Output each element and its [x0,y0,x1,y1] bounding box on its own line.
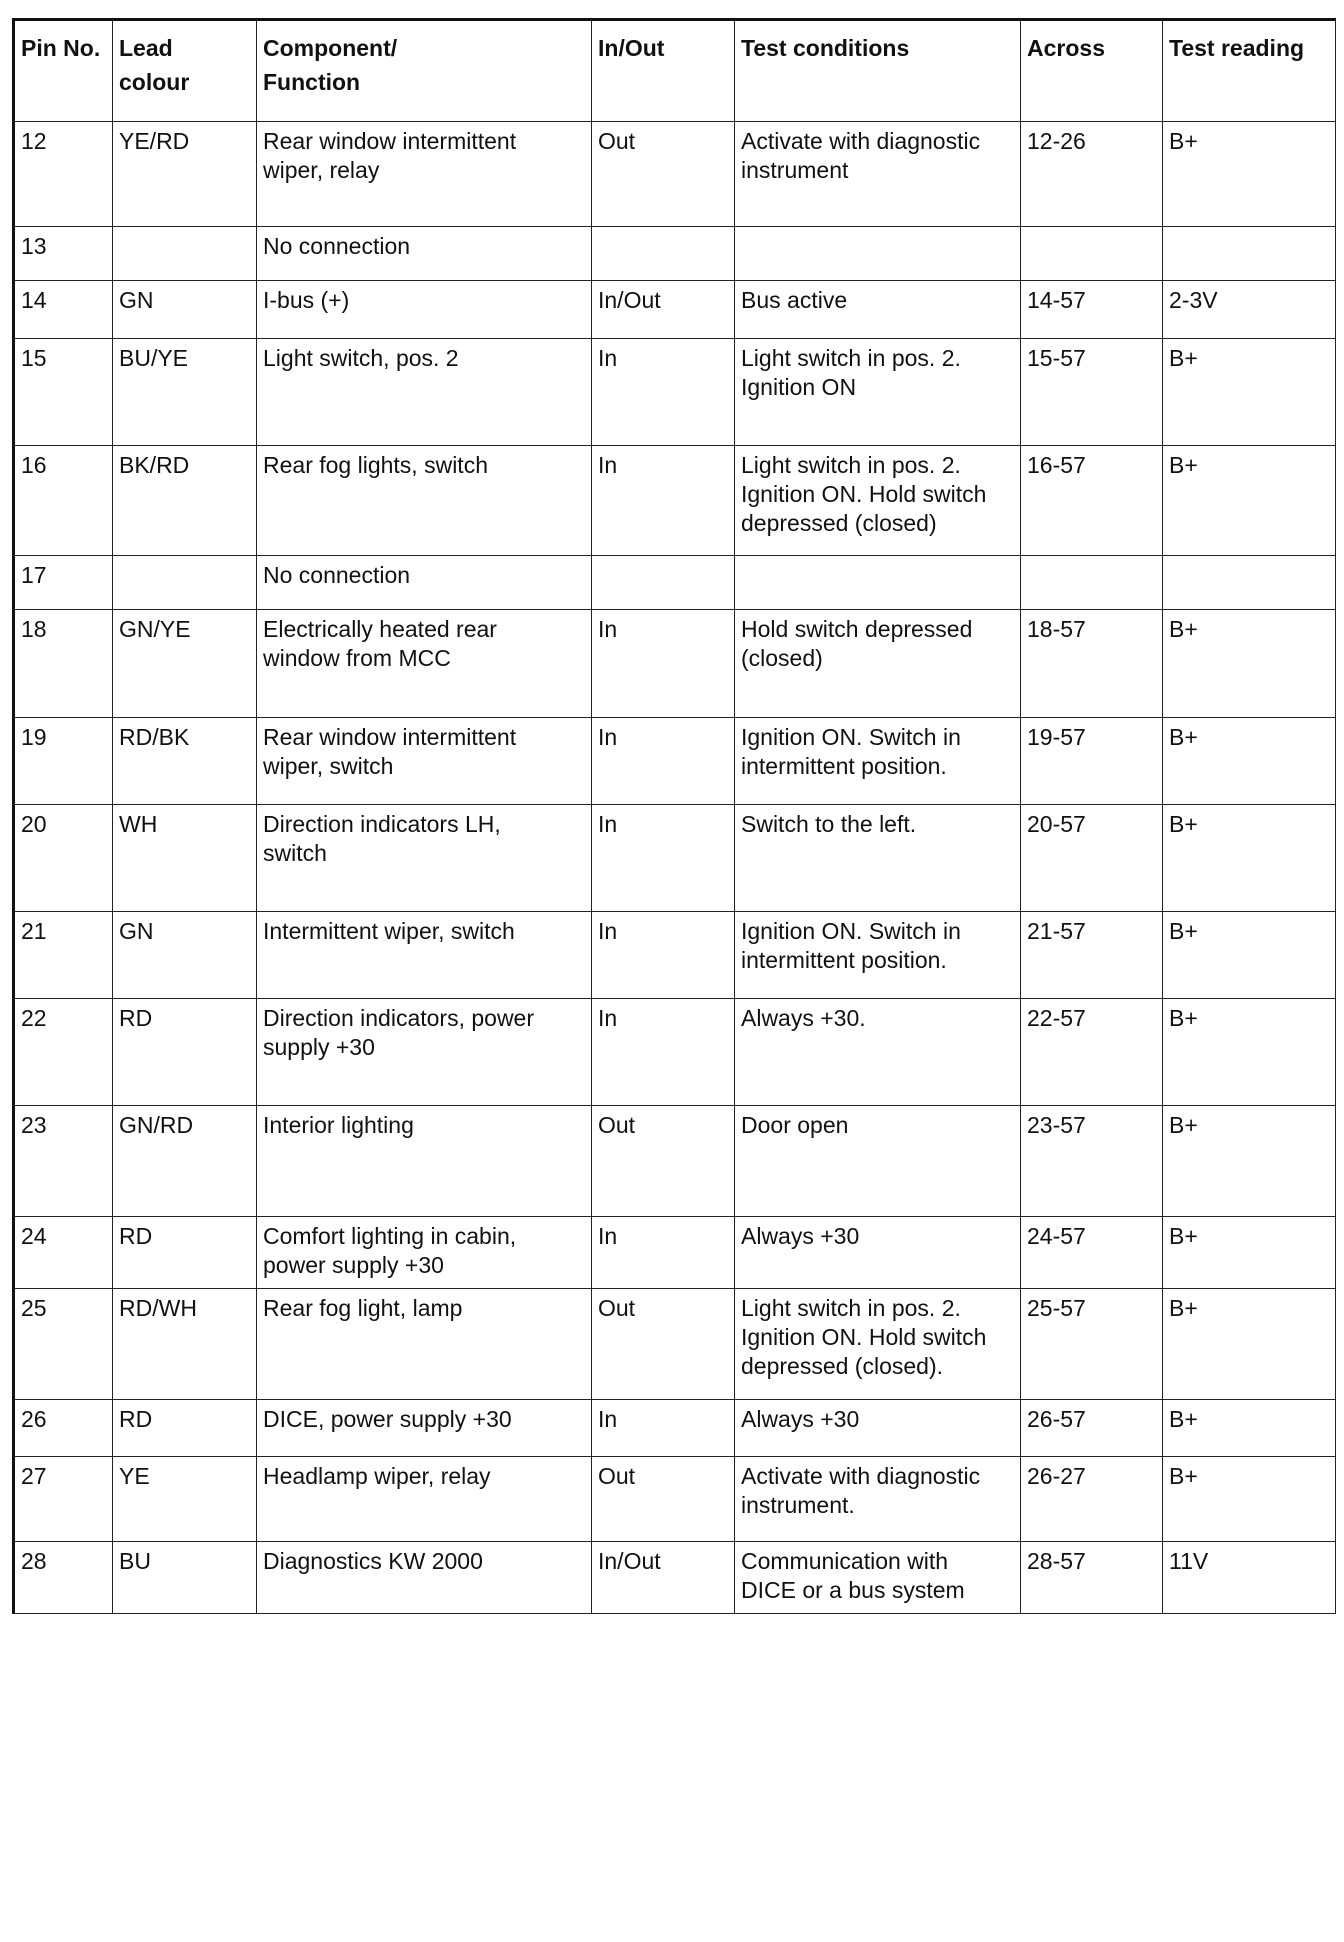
cell-pin-no: 14 [14,281,113,339]
table-row [14,1400,1336,1457]
cell-pin-no: 12 [14,122,113,227]
cell-pin-no: 16 [14,446,113,556]
table-row [14,1106,1336,1217]
cell-component-function: Rear window intermittent wiper, switch [257,718,592,805]
cell-across: 25-57 [1021,1289,1163,1400]
cell-lead-colour: RD/WH [113,1289,257,1400]
cell-component-function: Direction indicators, power supply +30 [257,999,592,1106]
cell-pin-no: 20 [14,805,113,912]
table-row [14,122,1336,227]
cell-pin-no: 25 [14,1289,113,1400]
cell-across: 28-57 [1021,1542,1163,1614]
cell-test-conditions: Door open [735,1106,1021,1217]
cell-component-function: Light switch, pos. 2 [257,339,592,446]
header-lead-colour: Lead colour [113,20,257,122]
table-row [14,610,1336,718]
cell-across: 26-27 [1021,1457,1163,1542]
cell-test-reading: B+ [1163,718,1336,805]
cell-across: 19-57 [1021,718,1163,805]
cell-across: 21-57 [1021,912,1163,999]
cell-across: 26-57 [1021,1400,1163,1457]
cell-test-conditions: Ignition ON. Switch in intermittent position. [735,912,1021,999]
cell-test-conditions: Activate with diagnostic instrument [735,122,1021,227]
header-test-reading: Test reading [1163,20,1336,122]
header-across: Across [1021,20,1163,122]
cell-test-reading: B+ [1163,339,1336,446]
table-row [14,912,1336,999]
cell-test-conditions: Activate with diagnostic instrument. [735,1457,1021,1542]
cell-test-conditions: Light switch in pos. 2. Ignition ON. Hold switch depressed (closed). [735,1289,1021,1400]
cell-component-function: No connection [257,227,592,281]
header-pin-no: Pin No. [14,20,113,122]
cell-test-conditions: Light switch in pos. 2. Ignition ON [735,339,1021,446]
cell-test-reading: B+ [1163,610,1336,718]
cell-component-function: Diagnostics KW 2000 [257,1542,592,1614]
header-component-function: Component/ Function [257,20,592,122]
table-header-row [14,20,1336,122]
cell-lead-colour [113,227,257,281]
cell-test-conditions: Switch to the left. [735,805,1021,912]
header-test-conditions: Test conditions [735,20,1021,122]
cell-pin-no: 27 [14,1457,113,1542]
cell-component-function: Interior lighting [257,1106,592,1217]
table-row [14,281,1336,339]
cell-in-out: In [592,999,735,1106]
cell-test-reading: B+ [1163,446,1336,556]
cell-in-out: In/Out [592,281,735,339]
cell-test-conditions: Hold switch depressed (closed) [735,610,1021,718]
table-row [14,339,1336,446]
cell-test-conditions: Always +30 [735,1217,1021,1289]
cell-component-function: Rear fog light, lamp [257,1289,592,1400]
cell-lead-colour: GN/YE [113,610,257,718]
cell-across [1021,227,1163,281]
header-in-out: In/Out [592,20,735,122]
table-row [14,1289,1336,1400]
cell-component-function: Headlamp wiper, relay [257,1457,592,1542]
cell-test-conditions [735,227,1021,281]
cell-in-out: In/Out [592,1542,735,1614]
cell-test-conditions [735,556,1021,610]
cell-test-reading [1163,227,1336,281]
cell-test-reading: B+ [1163,805,1336,912]
cell-lead-colour: BU [113,1542,257,1614]
cell-test-reading [1163,556,1336,610]
cell-test-reading: B+ [1163,999,1336,1106]
cell-in-out: In [592,339,735,446]
cell-test-reading: B+ [1163,1289,1336,1400]
table-row [14,805,1336,912]
table-body [14,122,1336,1614]
cell-test-reading: B+ [1163,122,1336,227]
cell-lead-colour: RD [113,1217,257,1289]
cell-lead-colour: YE [113,1457,257,1542]
cell-across: 18-57 [1021,610,1163,718]
cell-test-conditions: Bus active [735,281,1021,339]
cell-test-reading: B+ [1163,1400,1336,1457]
table-row [14,718,1336,805]
pin-assignment-sheet [12,18,1334,1614]
cell-in-out: Out [592,1457,735,1542]
cell-pin-no: 22 [14,999,113,1106]
cell-test-conditions: Ignition ON. Switch in intermittent position. [735,718,1021,805]
cell-in-out: Out [592,1289,735,1400]
cell-lead-colour: GN [113,281,257,339]
cell-component-function: Rear fog lights, switch [257,446,592,556]
table-row [14,1542,1336,1614]
table-row [14,999,1336,1106]
cell-across: 16-57 [1021,446,1163,556]
cell-across: 24-57 [1021,1217,1163,1289]
pin-assignment-table [12,18,1336,1614]
cell-in-out: In [592,912,735,999]
table-row [14,446,1336,556]
cell-lead-colour: BU/YE [113,339,257,446]
cell-lead-colour: WH [113,805,257,912]
cell-test-reading: B+ [1163,1106,1336,1217]
cell-test-conditions: Communication with DICE or a bus system [735,1542,1021,1614]
cell-lead-colour: RD/BK [113,718,257,805]
cell-across: 15-57 [1021,339,1163,446]
cell-lead-colour: BK/RD [113,446,257,556]
cell-across: 12-26 [1021,122,1163,227]
cell-component-function: Rear window intermittent wiper, relay [257,122,592,227]
cell-pin-no: 21 [14,912,113,999]
cell-test-conditions: Always +30. [735,999,1021,1106]
cell-in-out: In [592,446,735,556]
cell-pin-no: 23 [14,1106,113,1217]
table-row [14,227,1336,281]
cell-test-conditions: Light switch in pos. 2. Ignition ON. Hold switch depressed (closed) [735,446,1021,556]
cell-in-out: Out [592,1106,735,1217]
cell-test-reading: B+ [1163,1457,1336,1542]
cell-lead-colour: GN/RD [113,1106,257,1217]
cell-component-function: No connection [257,556,592,610]
cell-across [1021,556,1163,610]
cell-pin-no: 19 [14,718,113,805]
table-row [14,556,1336,610]
cell-test-reading: B+ [1163,912,1336,999]
cell-pin-no: 13 [14,227,113,281]
cell-pin-no: 26 [14,1400,113,1457]
cell-across: 22-57 [1021,999,1163,1106]
cell-test-conditions: Always +30 [735,1400,1021,1457]
cell-in-out: Out [592,122,735,227]
cell-pin-no: 24 [14,1217,113,1289]
cell-in-out [592,556,735,610]
cell-component-function: Comfort lighting in cabin, power supply +30 [257,1217,592,1289]
cell-lead-colour: YE/RD [113,122,257,227]
cell-in-out: In [592,1400,735,1457]
cell-pin-no: 15 [14,339,113,446]
cell-component-function: Direction indicators LH, switch [257,805,592,912]
cell-pin-no: 18 [14,610,113,718]
cell-test-reading: 2-3V [1163,281,1336,339]
cell-across: 14-57 [1021,281,1163,339]
cell-pin-no: 17 [14,556,113,610]
cell-test-reading: B+ [1163,1217,1336,1289]
cell-lead-colour: GN [113,912,257,999]
cell-in-out: In [592,718,735,805]
cell-in-out: In [592,610,735,718]
cell-component-function: Electrically heated rear window from MCC [257,610,592,718]
cell-test-reading: 11V [1163,1542,1336,1614]
cell-across: 20-57 [1021,805,1163,912]
cell-lead-colour: RD [113,1400,257,1457]
cell-in-out: In [592,1217,735,1289]
cell-in-out: In [592,805,735,912]
cell-lead-colour: RD [113,999,257,1106]
table-row [14,1217,1336,1289]
table-row [14,1457,1336,1542]
cell-component-function: DICE, power supply +30 [257,1400,592,1457]
cell-component-function: Intermittent wiper, switch [257,912,592,999]
cell-pin-no: 28 [14,1542,113,1614]
cell-in-out [592,227,735,281]
cell-component-function: I-bus (+) [257,281,592,339]
cell-lead-colour [113,556,257,610]
cell-across: 23-57 [1021,1106,1163,1217]
